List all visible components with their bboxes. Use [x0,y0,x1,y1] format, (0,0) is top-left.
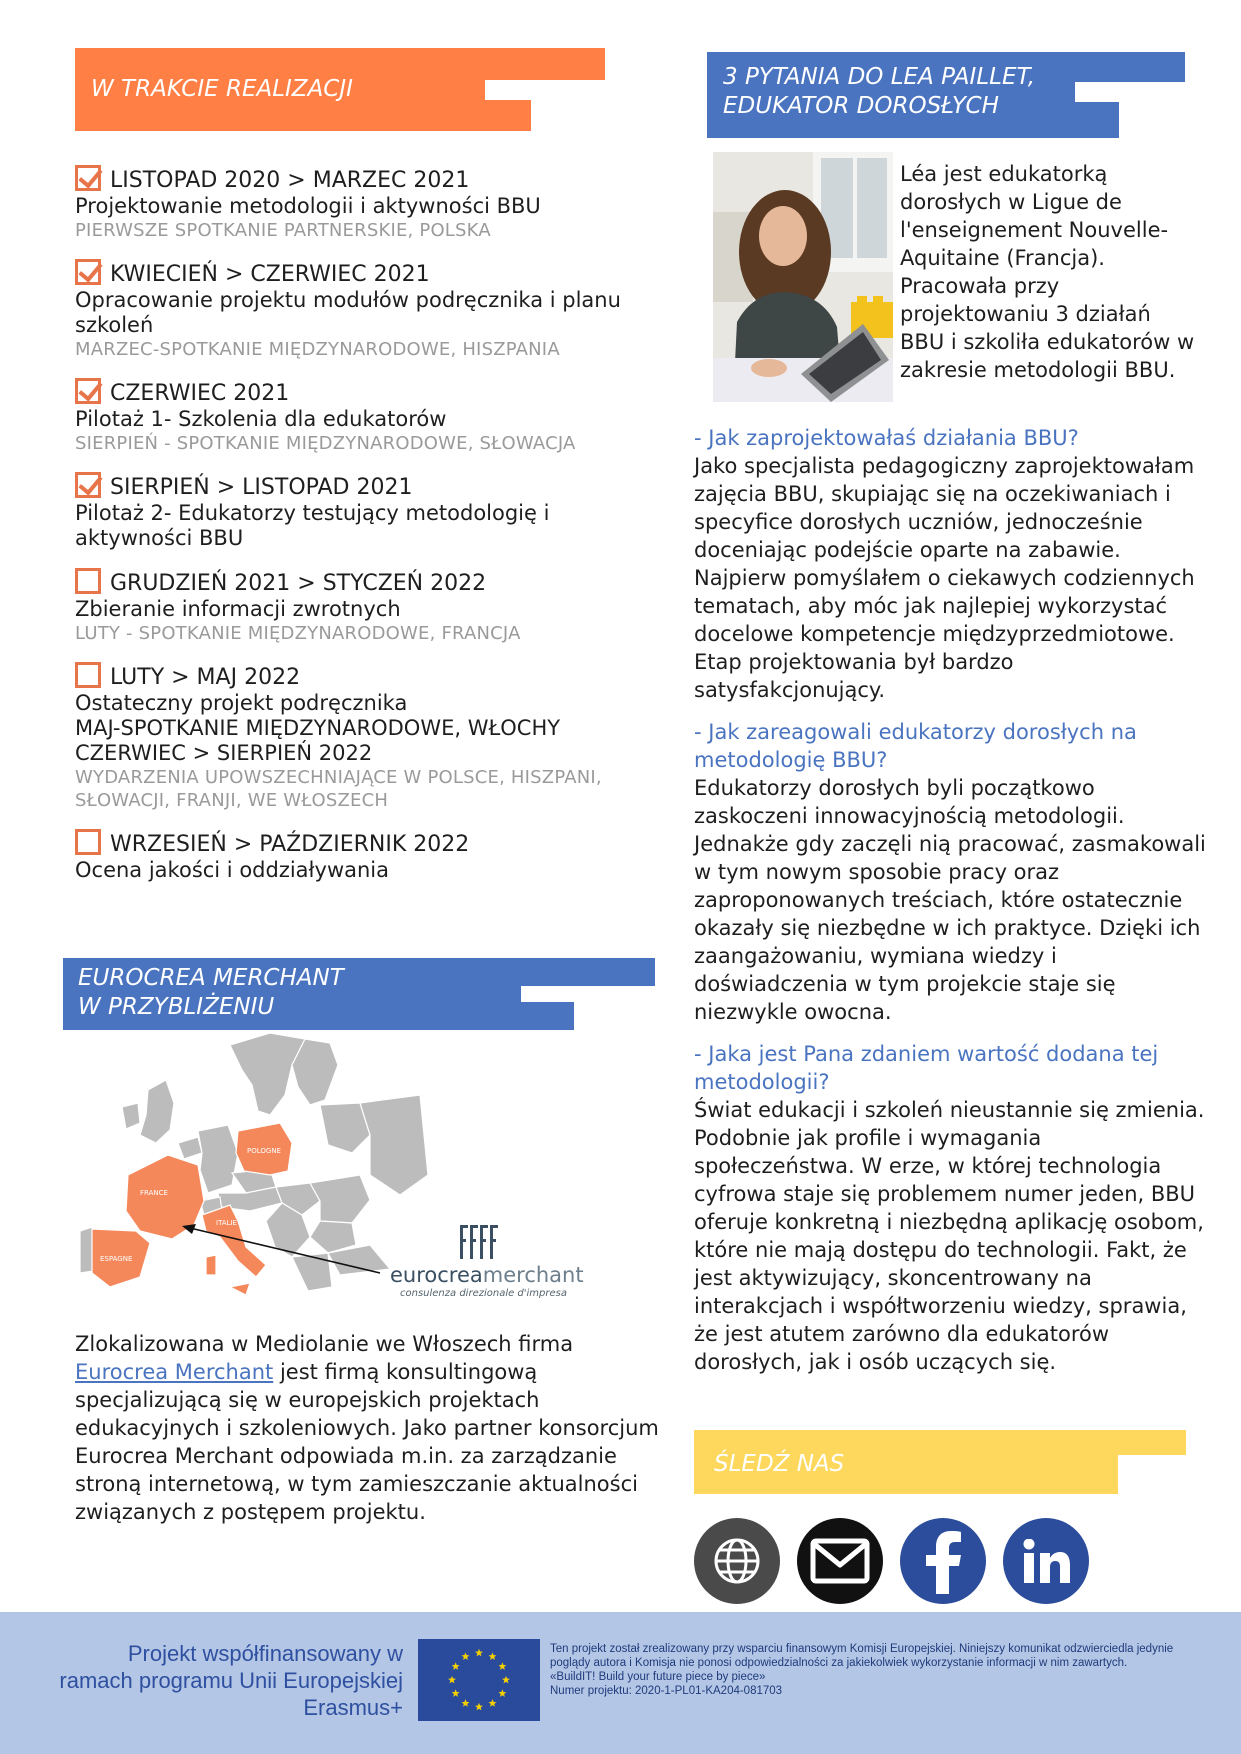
timeline-item [75,168,655,242]
interview-question: - Jak zaprojektowałaś działania BBU? [694,426,1079,450]
timeline-dates: SIERPIEŃ > LISTOPAD 2021 [110,475,413,500]
timeline-dates: GRUDZIEŃ 2021 > STYCZEŃ 2022 [110,571,487,596]
checked-box-icon [75,165,101,191]
interview-answer: Edukatorzy dorosłych byli początkowo zaskoczeni innowacyjnością metodologii. Jednakże gdy zaczęli nią pracować, zasmakowali w tym nowym sposobie pracy oraz zaproponowanych treściach, które ostatecznie okazały się niezbędne w ich praktyce. Dzięki ich zaangażowaniu, wymiana wiedzy i doświadczenia w tym projekcie staje się niezwykle owocna. [694,776,1206,1024]
interview-title: 3 PYTANIA DO LEA PAILLET, EDUKATOR DOROSŁYCH [723,64,1036,119]
timeline-meeting: MARZEC-SPOTKANIE MIĘDZYNARODOWE, HISZPANIA [75,339,560,360]
interview-question: - Jak zareagowali edukatorzy dorosłych na metodologię BBU? [694,720,1137,772]
eu-flag-icon [418,1639,540,1721]
map-label-italy: ITALIE [216,1219,237,1227]
timeline-meeting: LUTY - SPOTKANIE MIĘDZYNARODOWE, FRANCJA [75,623,521,644]
globe-icon[interactable] [694,1518,780,1604]
partner-description: Zlokalizowana w Mediolanie we Włoszech firma Eurocrea Merchant jest firmą konsultingową specjalizującą się w europejskich projektach edukacyjnych i szkoleniowych. Jako partner konsorcjum Eurocrea Merchant odpowiada m.in. za zarządzanie stroną internetową, w tym zamieszczanie aktualności związanych z postępem projektu. [75,1332,659,1524]
interview-answer: Jako specjalista pedagogiczny zaprojektowałam zajęcia BBU, skupiając się na oczekiwaniach i specyfice dorosłych uczniów, jednocześnie doceniając podejście oparte na zabawie. Najpierw pomyślałem o ciekawych codziennych tematach, aby móc jak najlepiej wykorzystać docelowe kompetencje międzyprzedmiotowe. Etap projektowania był bardzo satysfakcjonujący. [694,454,1195,702]
funding-statement: Projekt współfinansowany w ramach programu Unii Europejskiej Erasmus+ [59,1641,403,1720]
empty-checkbox-icon [75,568,101,594]
mail-icon[interactable] [797,1518,883,1604]
timeline-dates: CZERWIEC 2021 [110,381,290,406]
checked-box-icon [75,259,101,285]
eurocrea-logo-tagline: consulenza direzionale d'impresa [400,1288,568,1299]
progress-banner [75,48,605,131]
interview-qa [694,424,1206,1390]
timeline-meeting: WYDARZENIA UPOWSZECHNIAJĄCE W POLSCE, HISZPANI, SŁOWACJI, FRANJI, WE WŁOSZECH [75,767,602,811]
europe-map [70,1025,430,1305]
eurocrea-logo [390,1225,584,1300]
timeline-description: Pilotaż 2- Edukatorzy testujący metodologię i aktywności BBU [75,501,550,550]
timeline-item [75,571,655,645]
social-links [694,1518,1089,1604]
lea-paillet-photo [713,152,893,402]
map-label-spain: ESPAGNE [100,1255,133,1263]
eurocrea-logo-text: eurocreamerchant [390,1263,584,1287]
timeline-description: Pilotaż 1- Szkolenia dla edukatorów [75,407,447,431]
timeline-item [75,381,655,455]
timeline-meeting: PIERWSZE SPOTKANIE PARTNERSKIE, POLSKA [75,220,491,241]
timeline-item [75,262,655,361]
timeline-description: Zbieranie informacji zwrotnych [75,597,401,621]
facebook-icon[interactable] [900,1518,986,1604]
progress-title: W TRAKCIE REALIZACJI [91,76,353,102]
timeline-item [75,665,655,812]
timeline-description: Ocena jakości i oddziaływania [75,858,390,882]
timeline-item [75,475,655,551]
checked-box-icon [75,472,101,498]
timeline-description: Opracowanie projektu modułów podręcznika i planu szkoleń [75,288,621,337]
eurocrea-logo-mark-icon [460,1225,500,1259]
timeline-dates: KWIECIEŃ > CZERWIEC 2021 [110,262,430,287]
interview-intro: Léa jest edukatorką dorosłych w Ligue de l'enseignement Nouvelle-Aquitaine (Francja). Pracowała przy projektowaniu 3 działań BBU i szkoliła edukatorów w zakresie metodologii BBU. [900,162,1195,382]
timeline-dates: LUTY > MAJ 2022 [110,665,301,690]
timeline-description: Ostateczny projekt podręcznika MAJ-SPOTKANIE MIĘDZYNARODOWE, WŁOCHY CZERWIEC > SIERPIEŃ 2022 [75,691,561,765]
map-label-poland: POLOGNE [247,1147,281,1155]
timeline-dates: WRZESIEŃ > PAŹDZIERNIK 2022 [110,832,470,857]
empty-checkbox-icon [75,829,101,855]
timeline-meeting: SIERPIEŃ - SPOTKANIE MIĘDZYNARODOWE, SŁOWACJA [75,433,576,454]
map-label-france: FRANCE [140,1189,168,1197]
checked-box-icon [75,378,101,404]
follow-title: ŚLEDŹ NAS [714,1451,845,1477]
linkedin-icon[interactable] [1003,1518,1089,1604]
eu-disclaimer: Ten projekt został zrealizowany przy wsparciu finansowym Komisji Europejskiej. Niniejszy komunikat odzwierciedla jedynie poglądy autora i Komisja nie ponosi odpowiedzialności za jakiekolwiek wykorzystanie informacji w nim zawartych. «BuildIT! Build your future piece by piece» Numer projektu: 2020-1-PL01-KA204-081703 [550,1643,1174,1697]
follow-banner [694,1430,1186,1494]
eurocrea-link[interactable]: Eurocrea Merchant [75,1360,274,1384]
timeline-description: Projektowanie metodologii i aktywności BBU [75,194,541,218]
interview-banner [707,52,1185,138]
empty-checkbox-icon [75,662,101,688]
timeline-dates: LISTOPAD 2020 > MARZEC 2021 [110,168,470,193]
timeline [75,168,655,903]
timeline-item [75,832,655,883]
partner-banner [63,958,655,1030]
partner-title: EUROCREA MERCHANT W PRZYBLIŻENIU [78,965,344,1020]
interview-question: - Jaka jest Pana zdaniem wartość dodana tej metodologii? [694,1042,1159,1094]
interview-answer: Świat edukacji i szkoleń nieustannie się zmienia. Podobnie jak profile i wymagania społeczeństwa. W erze, w której technologia cyfrowa staje się problemem numer jeden, BBU oferuje konkretną i niezbędną aplikację osobom, które nie mają dostępu do technologii. Fakt, że jest aktywizujący, skoncentrowany na interakcjach i współtworzeniu wiedzy, sprawia, że jest atutem zarówno dla edukatorów dorosłych, jak i osób uczących się. [694,1098,1205,1374]
footer [0,1612,1241,1754]
